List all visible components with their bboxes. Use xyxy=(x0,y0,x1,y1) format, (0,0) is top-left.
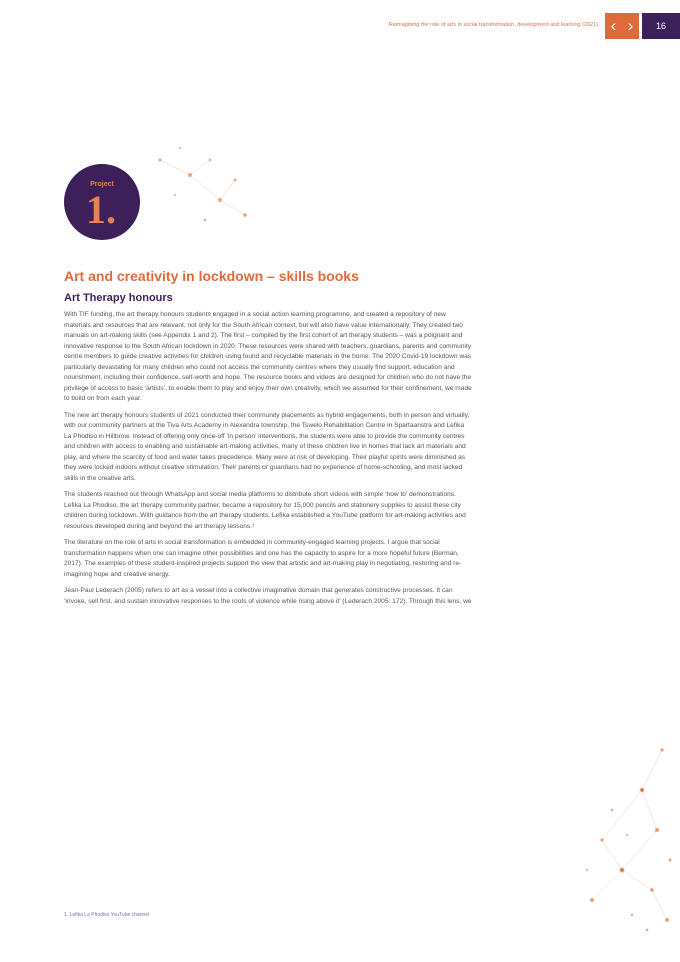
badge-label: Project xyxy=(90,181,114,188)
body-paragraph: The literature on the role of arts in social transformation is embedded in community-engaged learning projects. I argue that social transformation happens when one can imagine other possibilities and one has the capacity to aspire for a more hopeful future (Berman, 2017). The examples of these student-inspired projects support the view that artistic and art-making play in negotiating, restoring and re-imagining hope and creative energy. xyxy=(64,539,462,578)
badge-number: 1. xyxy=(86,187,116,232)
body-paragraph: The students reached out through WhatsApp and social media platforms to distribute short videos with simple ‘how to’ demonstrations. Lefika La Phodiso, the art therapy community partner, became a repository for 15,000 pencils and stationery supplies to assist these city children during lockdown. With guidance from the art therapy students, Lefika established a YouTube platform for art-making activities and resources developed during and beyond the art therapy lessons.¹ xyxy=(64,491,466,530)
decorative-dots-pattern xyxy=(572,730,678,940)
page-navigation xyxy=(605,13,639,39)
body-paragraph: With TIF funding, the art therapy honours students engaged in a social action learning programme, and created a repository of new materials and resources that are relevant, not only for the South African context, but will also have value internationally. They created two manuals on art-making skills (see Appendix 1 and 2). The first – compiled by the first cohort of art therapy students – was a poignant and innovative response to the South African lockdown in 2020. These resources were shared with teachers, guardians, parents and community centre members to guide creative activities for children using found and recyclable materials in the home. The 2020 Covid-19 lockdown was particularly devastating for many children who could not access the community centres where they usually find support, education and nourishment, including their confidence, self-worth and hope. The resource books and videos are designed for children who do not have the privilege of access to basic ‘artists’, to enable them to play and enjoy their own creativity, which we assumed for their confinement, we made to build on from each year. xyxy=(64,311,472,402)
body-paragraph: The new art therapy honours students of 2021 conducted their community placements as hybrid engagements, both in person and virtually, with our community partners at the Tiva Arts Academy in Alexandra township, the Tswelo Rehabilitation Centre in Spartaanstra and Lefika La Phodiso in Hillbrow. Instead of offering only once-off ‘in person’ interventions, the students were able to provide the community centres and children with access to enabling and sustainable art-making activities, many of these children live in homes that lack art materials and play, and where the scarcity of food and water takes precedence. Many were at risk of developing. Their playful spirits were diminished as they were locked indoors without creative stimulation. Their parents or guardians had no experience of home-schooling, and most lacked skills in the creative arts. xyxy=(64,411,470,482)
footnote: 1. Lefika La Phodiso YouTube channel xyxy=(64,912,150,918)
document-header-title: Reimagining the role of arts in social transformation, development and learning (2021) xyxy=(388,22,598,28)
chevron-right-icon[interactable]: › xyxy=(627,16,634,35)
decorative-dots-pattern xyxy=(150,140,260,230)
page-number: 16 xyxy=(642,13,680,39)
body-paragraph: Jean-Paul Lederach (2005) refers to art as a vessel into a collective imaginative domain that generates constructive processes. It can ‘invoke, sell first, and sustain innovative responses to the roots of violence while rising above it’ (Lederach 2005: 172). Through this lens, we xyxy=(64,587,472,605)
body-text xyxy=(64,310,473,613)
project-badge xyxy=(64,164,140,240)
chevron-left-icon[interactable]: ‹ xyxy=(610,16,617,35)
section-title: Art and creativity in lockdown – skills books xyxy=(64,268,359,284)
subsection-title: Art Therapy honours xyxy=(64,292,173,304)
